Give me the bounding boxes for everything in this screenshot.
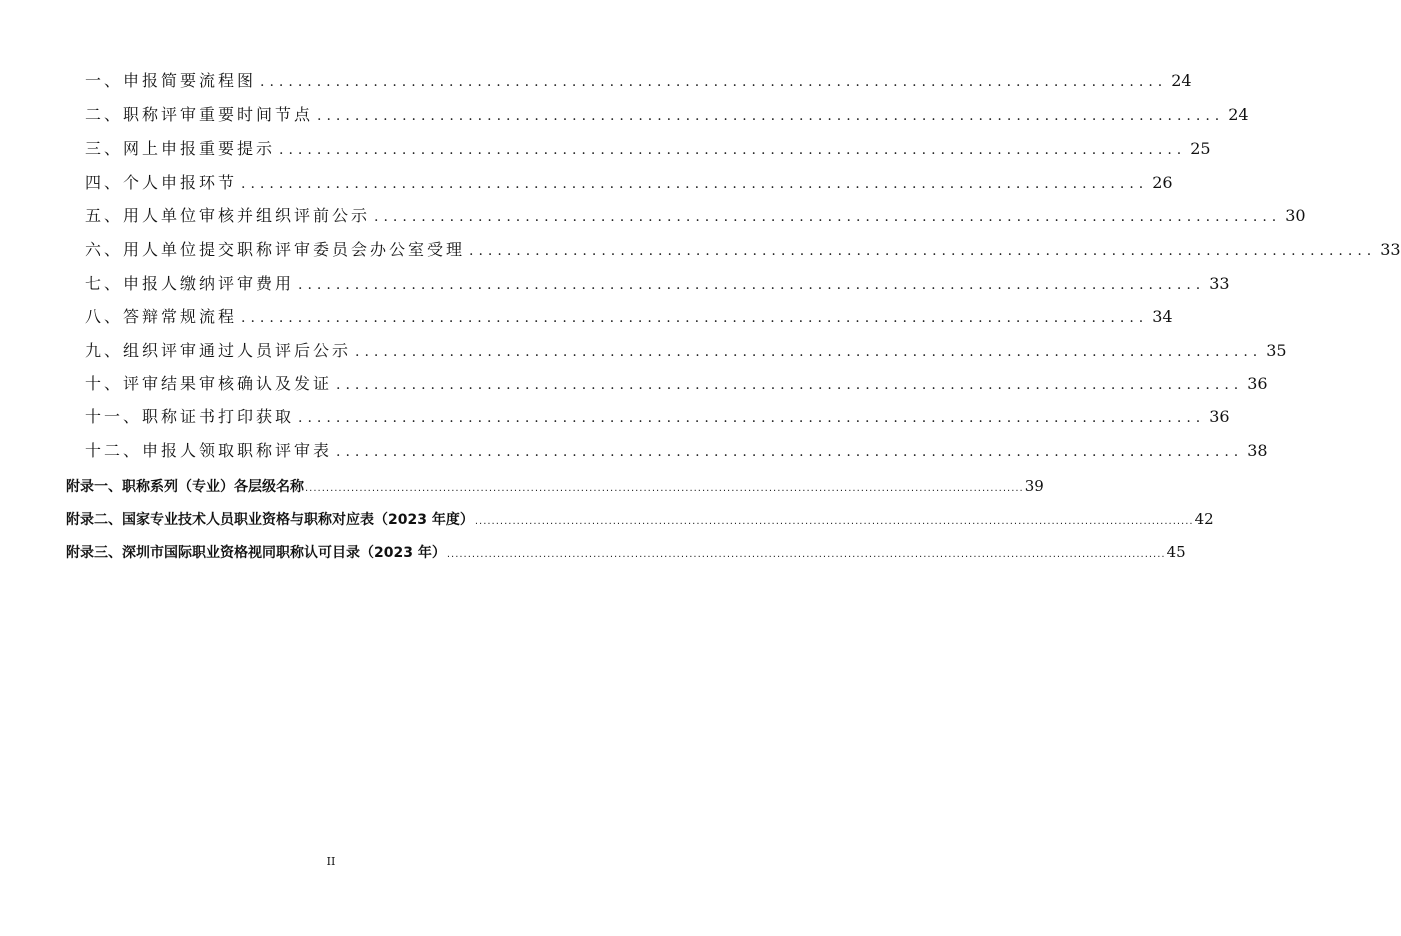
toc-entry-page: 24 [1228, 105, 1249, 124]
toc-entry-page: 26 [1152, 173, 1173, 192]
toc-entry-title: 九、组织评审通过人员评后公示 [85, 341, 352, 360]
page-number-footer: II [326, 855, 336, 868]
toc-entry-title: 十、评审结果审核确认及发证 [85, 374, 333, 393]
dot-leader: ................................................................................................ [279, 142, 1187, 158]
toc-entry-page: 24 [1171, 71, 1192, 90]
toc-entry-title: 十二、申报人领取职称评审表 [85, 441, 333, 460]
toc-entry[interactable] [85, 139, 1211, 160]
appendix-entry-title: 附录一、职称系列（专业）各层级名称 [66, 479, 304, 495]
appendix-entry[interactable] [66, 509, 1214, 532]
dot-leader: ................................................................................................ [469, 243, 1377, 259]
toc-entry[interactable] [85, 71, 1192, 92]
dot-leader: ................................................................................................ [336, 444, 1244, 460]
toc-entry-page: 36 [1247, 374, 1268, 393]
dot-leader: ................................................................................................ [355, 344, 1263, 360]
toc-entry-page: 35 [1266, 341, 1287, 360]
toc-entry-title: 二、职称评审重要时间节点 [85, 105, 314, 124]
dot-leader: ................................................................................................ [260, 74, 1168, 90]
dot-leader: ................................................................................................ [298, 277, 1206, 293]
appendix-entry-page: 45 [1166, 543, 1186, 561]
appendix-entry-page: 42 [1194, 510, 1214, 528]
toc-entry[interactable] [85, 407, 1230, 428]
appendix-entry-title: 附录三、深圳市国际职业资格视同职称认可目录（2023 年） [66, 545, 446, 561]
toc-entry-title: 八、答辩常规流程 [85, 307, 238, 326]
dot-leader: ................................................................................................ [374, 209, 1282, 225]
dot-leader: ................................................................................................ [317, 108, 1225, 124]
toc-entry[interactable] [85, 441, 1268, 462]
toc-entry[interactable] [85, 307, 1173, 328]
appendix-entry-page: 39 [1024, 477, 1044, 495]
toc-entry-page: 33 [1209, 274, 1230, 293]
appendix-entry[interactable] [66, 476, 1044, 499]
dot-leader: ................................................................................................ [336, 377, 1244, 393]
toc-entry-page: 38 [1247, 441, 1268, 460]
toc-entry[interactable] [85, 105, 1249, 126]
toc-entry-page: 34 [1152, 307, 1173, 326]
dot-leader: ................................................................................................ [298, 410, 1206, 426]
dot-leader: ................................................................................................ [241, 310, 1149, 326]
dot-leader: ............................................................................................................................................................................ [305, 483, 1024, 494]
dot-leader: ............................................................................................................................................................................ [474, 516, 1194, 527]
appendix-entry-title: 附录二、国家专业技术人员职业资格与职称对应表（2023 年度） [66, 512, 474, 528]
toc-entry[interactable] [85, 374, 1268, 395]
toc-entry-page: 25 [1190, 139, 1211, 158]
dot-leader: ............................................................................................................................................................................ [446, 549, 1166, 560]
dot-leader: ................................................................................................ [241, 176, 1149, 192]
toc-entry[interactable] [85, 274, 1230, 295]
toc-entry-page: 36 [1209, 407, 1230, 426]
toc-entry-page: 30 [1285, 206, 1306, 225]
appendix-entry[interactable] [66, 542, 1186, 565]
toc-entry-title: 四、个人申报环节 [85, 173, 238, 192]
toc-entry-title: 十一、职称证书打印获取 [85, 407, 295, 426]
toc-entry-title: 一、申报简要流程图 [85, 71, 257, 90]
toc-entry-title: 五、用人单位审核并组织评前公示 [85, 206, 371, 225]
toc-entry-title: 六、用人单位提交职称评审委员会办公室受理 [85, 240, 466, 259]
toc-entry[interactable] [85, 173, 1173, 194]
toc-entry[interactable] [85, 206, 1306, 227]
toc-entry-title: 七、申报人缴纳评审费用 [85, 274, 295, 293]
toc-entry[interactable] [85, 240, 1401, 261]
toc-entry-title: 三、网上申报重要提示 [85, 139, 276, 158]
toc-entry[interactable] [85, 341, 1287, 362]
toc-entry-page: 33 [1380, 240, 1401, 259]
